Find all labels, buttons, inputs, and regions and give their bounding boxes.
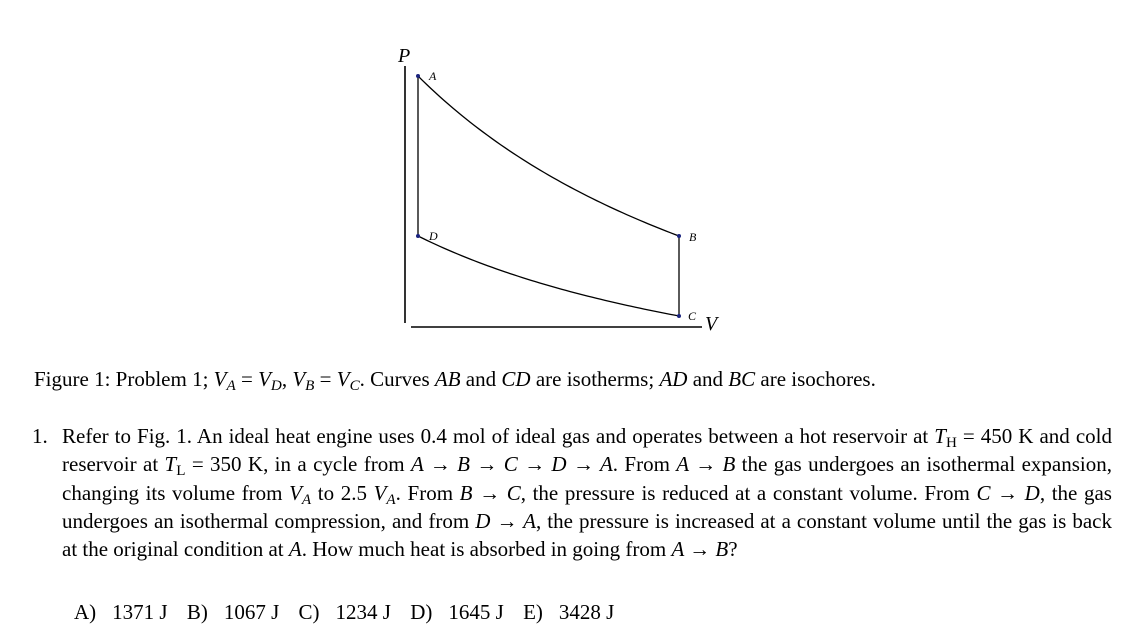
choice-b[interactable] (187, 598, 279, 626)
choice-letter: C) (298, 600, 320, 624)
figure-caption: Figure 1: Problem 1; $V_A = V_D$, $V_B = V_C$. Curves AB and CD are isotherms; AD and BC are isochores. (34, 367, 876, 394)
choice-c[interactable] (299, 598, 391, 626)
choice-d[interactable] (410, 598, 504, 626)
choice-letter: B) (186, 600, 208, 624)
choice-letter: A) (74, 600, 97, 624)
choice-value: 1371 J (112, 600, 168, 624)
problem-number: 1. (32, 424, 48, 448)
isotherm-ab (418, 76, 679, 236)
choice-a[interactable] (74, 598, 168, 626)
point-a-marker (416, 74, 420, 78)
choice-letter: D) (410, 600, 433, 624)
choice-value: 3428 J (558, 600, 615, 624)
point-b-label: B (689, 230, 697, 244)
choice-letter: E) (523, 600, 543, 624)
problem-1 (32, 422, 1112, 563)
point-d-marker (416, 234, 420, 238)
choice-value: 1067 J (223, 600, 280, 624)
choice-value: 1645 J (448, 600, 504, 624)
choice-value: 1234 J (335, 600, 391, 624)
problem-statement: Refer to Fig. 1. An ideal heat engine uses 0.4 mol of ideal gas and operates between a hot reservoir at $T_H = 450$ K and cold reservoir at $T_L = 350$ K, in a cycle from A → B → C → D → A. From A → B the gas undergoes an isothermal expansion, changing its volume from $V_A$ to 2.5 $V_A$. From B → C, the pressure is reduced at a constant volume. From C → D, the gas undergoes an isothermal compression, and from D → A, the pressure is increased at a constant volume until the gas is back at the original condition at A. How much heat is absorbed in going from A → B? (62, 424, 1112, 562)
point-d-label: D (429, 229, 438, 243)
volume-axis-label: V (705, 313, 718, 335)
choice-e[interactable] (523, 598, 614, 626)
isotherm-dc (418, 236, 679, 316)
answer-choices (74, 598, 628, 626)
point-c-label: C (688, 309, 697, 323)
point-c-marker (677, 314, 681, 318)
point-b-marker (677, 234, 681, 238)
pressure-axis-label: P (398, 45, 411, 67)
point-a-label: A (429, 69, 437, 83)
